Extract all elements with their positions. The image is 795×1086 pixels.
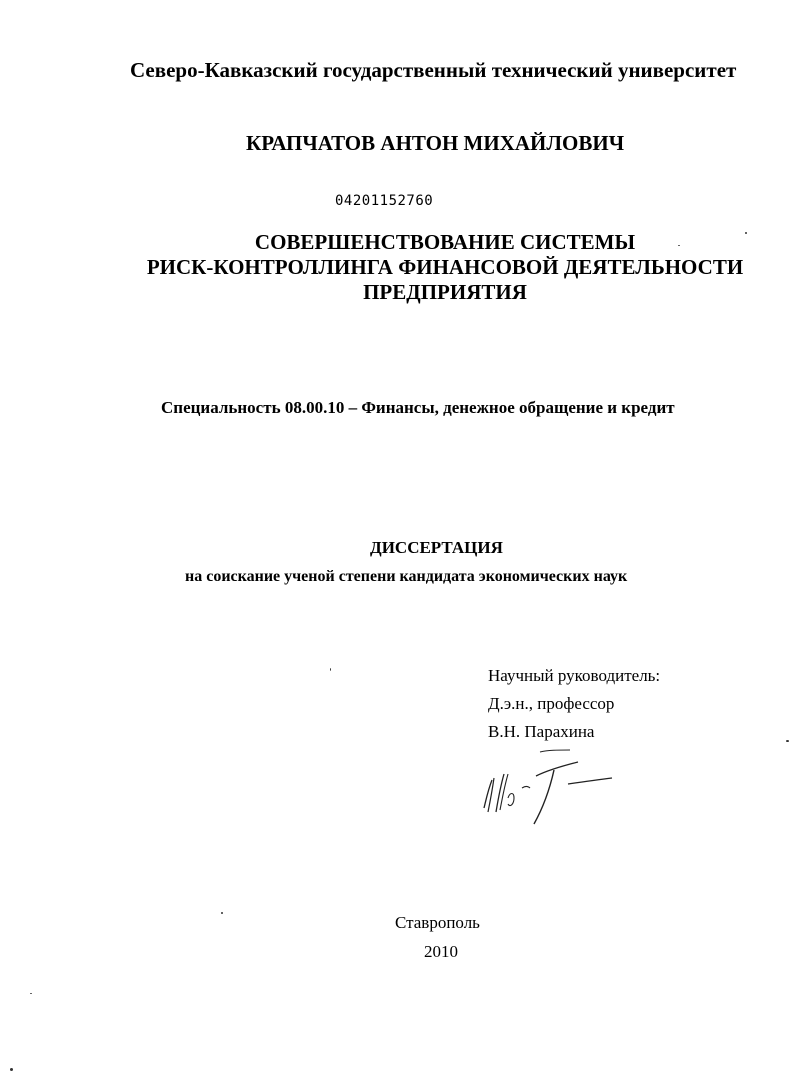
- title-line-3: ПРЕДПРИЯТИЯ: [363, 280, 527, 304]
- supervisor-name: В.Н. Парахина: [488, 722, 595, 741]
- supervisor-block: [488, 662, 660, 746]
- scan-speck: [221, 912, 223, 914]
- scan-speck: [10, 1068, 13, 1071]
- supervisor-rank: Д.э.н., профессор: [488, 694, 615, 713]
- degree-statement: на соискание ученой степени кандидата экономических наук: [185, 568, 628, 585]
- scan-speck: [745, 232, 747, 234]
- scan-speck: [330, 668, 331, 671]
- university-name: Северо-Кавказский государственный технический университет: [130, 58, 737, 82]
- dissertation-title: [130, 230, 760, 305]
- supervisor-label: Научный руководитель:: [488, 666, 661, 685]
- title-line-1: СОВЕРШЕНСТВОВАНИЕ СИСТЕМЫ: [254, 230, 636, 254]
- year: 2010: [424, 942, 458, 961]
- city: Ставрополь: [395, 913, 480, 932]
- specialty: Специальность 08.00.10 – Финансы, денежное обращение и кредит: [161, 398, 675, 417]
- document-type: ДИССЕРТАЦИЯ: [370, 538, 503, 557]
- registration-code: 04201152760: [335, 193, 434, 209]
- scan-speck: [30, 993, 32, 994]
- supervisor-signature: [478, 748, 618, 828]
- author-name: КРАПЧАТОВ АНТОН МИХАЙЛОВИЧ: [246, 131, 625, 155]
- scan-speck: [678, 245, 680, 246]
- title-line-2: РИСК-КОНТРОЛЛИНГА ФИНАНСОВОЙ ДЕЯТЕЛЬНОСТИ: [146, 255, 744, 279]
- scan-speck: [786, 740, 789, 742]
